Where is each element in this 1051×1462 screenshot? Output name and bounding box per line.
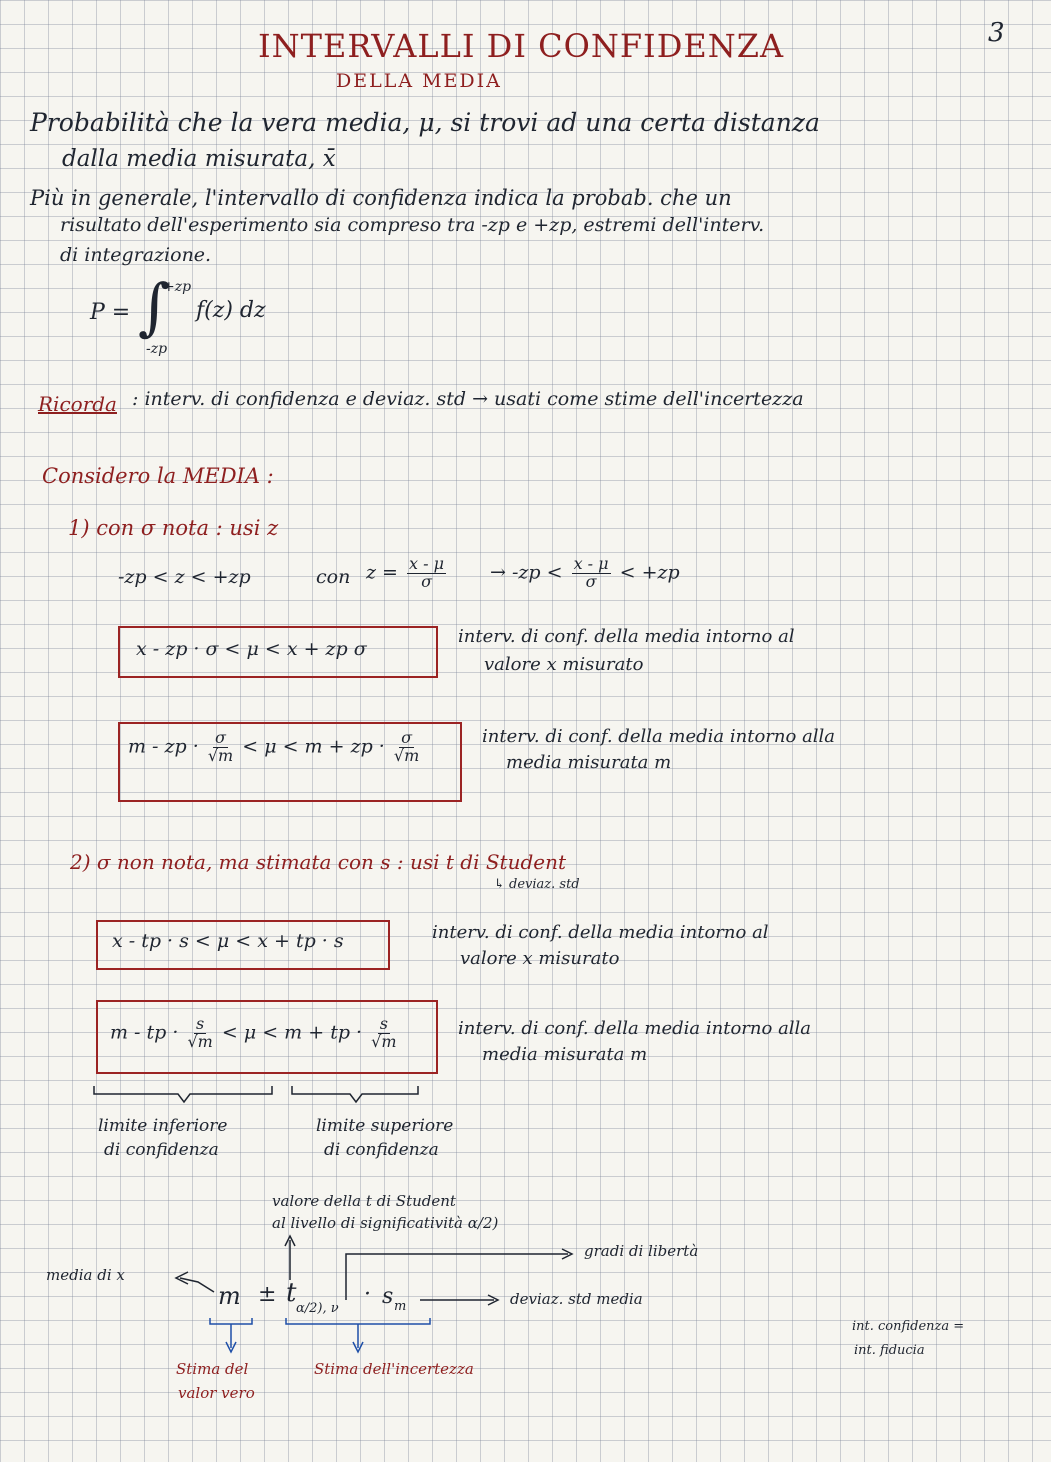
estimate-bracket-1	[210, 1318, 252, 1324]
formula-pm: ±	[258, 1282, 277, 1307]
formula-dev-note: deviaz. std media	[510, 1290, 643, 1308]
general-line-2: risultato dell'esperimento sia compreso tra -zp e +zp, estremi dell'interv.	[60, 214, 765, 236]
arrow-rhs: < +zp	[619, 561, 680, 584]
formula-media-note: media di x	[46, 1266, 125, 1284]
page-title: INTERVALLI DI CONFIDENZA	[258, 27, 785, 65]
arrow-num: x - μ	[573, 554, 609, 573]
case1-box1-note1: interv. di conf. della media intorno al	[458, 626, 795, 647]
case1-box1-formula: x - zp · σ < μ < x + zp σ	[136, 638, 367, 660]
page-number: 3	[988, 18, 1005, 48]
formula-t-sub: α/2), ν	[296, 1301, 339, 1316]
c2-box2-frac-1-num: s	[196, 1014, 205, 1033]
side-note-1: int. confidenza =	[852, 1319, 965, 1334]
box2-frac-1-den: √m	[207, 745, 234, 765]
lower-limit-brace	[94, 1086, 272, 1102]
media-arrow-line	[180, 1278, 214, 1292]
formula-t: t	[286, 1278, 297, 1308]
side-note-2: int. fiducia	[854, 1343, 925, 1358]
intro-line-1: Probabilità che la vera media, μ, si trovi ad una certa distanza	[30, 108, 820, 137]
c2-box2-frac-2-num: s	[379, 1014, 388, 1033]
case1-box2-note2: media misurata m	[506, 752, 672, 773]
case2-sub-note: ↳ deviaz. std	[494, 877, 580, 892]
general-line-3: di integrazione.	[60, 244, 212, 266]
integral-lhs: P =	[90, 300, 131, 325]
upper-limit-label-1: limite superiore	[316, 1116, 454, 1136]
case1-heading: 1) con σ nota : usi z	[68, 516, 279, 540]
estimate-true-value-2: valor vero	[178, 1384, 255, 1402]
case1-box1-note2: valore x misurato	[484, 654, 644, 675]
case2-box1-note1: interv. di conf. della media intorno al	[432, 922, 769, 943]
c2-box2-left: m - tp ·	[110, 1021, 179, 1044]
case2-heading: 2) σ non nota, ma stimata con s : usi t di Student	[70, 850, 567, 874]
formula-m: m	[218, 1282, 241, 1310]
ricorda-label: Ricorda	[38, 392, 117, 416]
upper-limit-brace	[292, 1086, 418, 1102]
estimate-true-value-1: Stima del	[176, 1360, 249, 1378]
formula-dot: ·	[364, 1282, 371, 1307]
case2-box1-formula: x - tp · s < μ < x + tp · s	[112, 930, 344, 952]
formula-top-note-2: al livello di significatività α/2)	[272, 1214, 499, 1232]
intro-line-2: dalla media misurata, x̄	[62, 146, 336, 172]
formula-s-sub: m	[394, 1299, 407, 1314]
formula-s: s	[382, 1284, 394, 1309]
z-den: σ	[421, 571, 432, 591]
integral-upper: +zp	[163, 279, 192, 295]
case1-ineq: -zp < z < +zp	[118, 566, 251, 588]
lower-limit-label-2: di confidenza	[104, 1140, 219, 1160]
case2-box2-note1: interv. di conf. della media intorno alla	[458, 1018, 812, 1039]
box2-left: m - zp ·	[128, 735, 199, 758]
integral-sign: ∫	[138, 270, 171, 343]
formula-dof-note: gradi di libertà	[584, 1242, 699, 1260]
z-def-lhs: z =	[366, 561, 398, 584]
c2-box2-frac-1-den: √m	[187, 1031, 213, 1051]
integral-lower: -zp	[146, 341, 168, 357]
lower-limit-label-1: limite inferiore	[98, 1116, 228, 1136]
integral-integrand: f(z) dz	[196, 298, 266, 323]
upper-limit-label-2: di confidenza	[324, 1140, 439, 1160]
case2-box2-note2: media misurata m	[482, 1044, 648, 1065]
arrow-den: σ	[585, 571, 597, 591]
box2-frac-2-num: σ	[401, 728, 413, 747]
arrow-lhs: → -zp <	[490, 561, 563, 584]
case1-box2-note1: interv. di conf. della media intorno alla	[482, 726, 836, 747]
formula-top-note-1: valore della t di Student	[272, 1192, 456, 1210]
z-num: x - μ	[409, 554, 445, 573]
estimate-uncertainty: Stima dell'incertezza	[314, 1360, 474, 1378]
case2-box1-note2: valore x misurato	[460, 948, 620, 969]
box2-frac-1-num: σ	[215, 728, 226, 747]
c2-box2-mid: < μ < m + tp ·	[221, 1021, 363, 1044]
box2-mid: < μ < m + zp ·	[242, 735, 385, 758]
ricorda-text: : interv. di confidenza e deviaz. std → usati come stime dell'incertezza	[132, 388, 804, 410]
box2-frac-2-den: √m	[393, 745, 420, 765]
c2-box2-frac-2-den: √m	[371, 1031, 397, 1051]
consider-heading: Considero la MEDIA :	[42, 464, 274, 488]
estimate-bracket-2	[286, 1318, 430, 1324]
dof-arrow-line	[346, 1254, 568, 1300]
general-line-1: Più in generale, l'intervallo di confidenza indica la probab. che un	[30, 186, 732, 210]
case1-con: con	[316, 566, 351, 588]
page-subtitle: DELLA MEDIA	[336, 70, 502, 92]
